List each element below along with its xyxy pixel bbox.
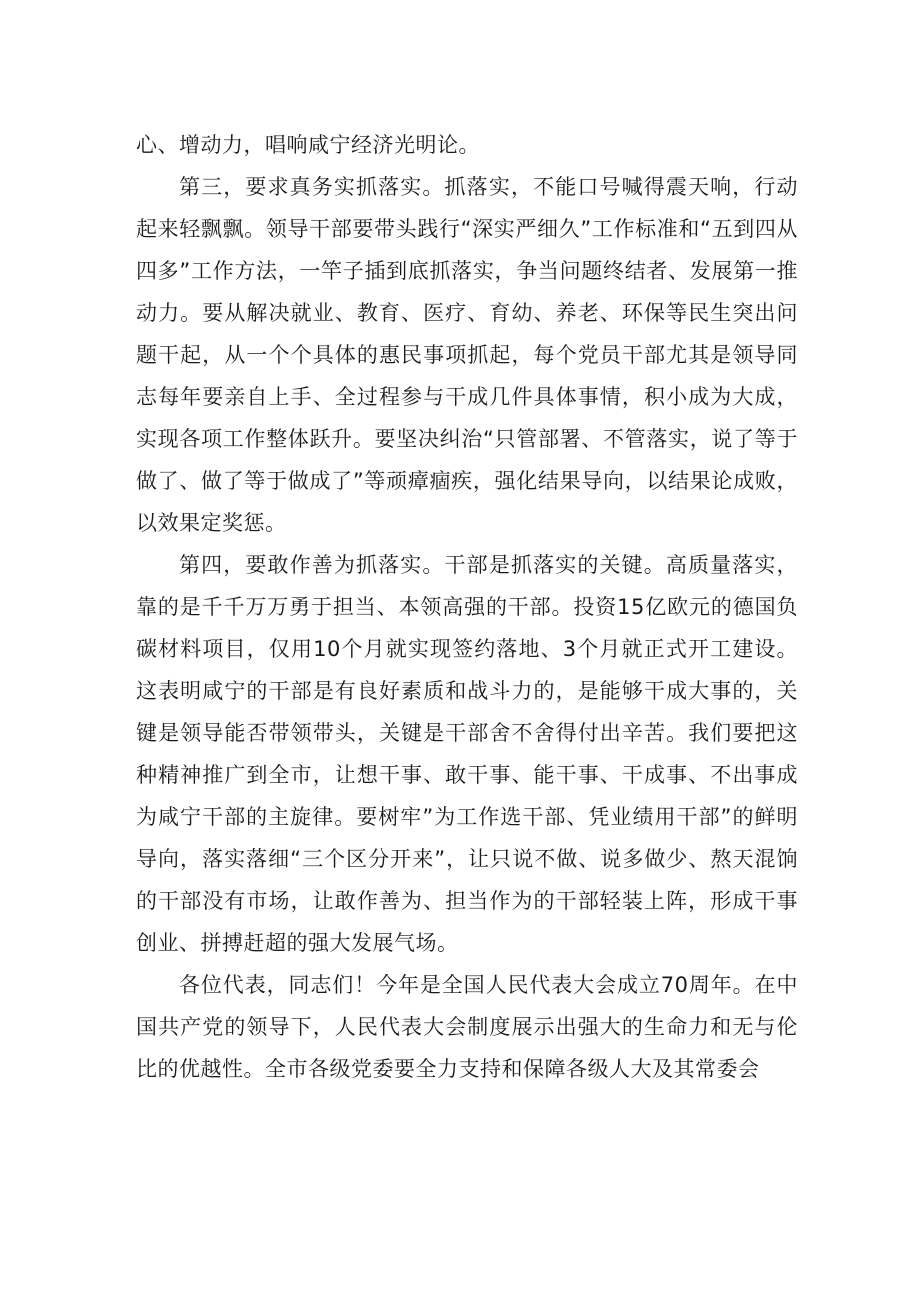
document-body: [136, 124, 798, 1090]
paragraph-continuation: 心、增动力，唱响咸宁经济光明论。: [136, 133, 480, 157]
paragraph-address-delegates: 各位代表，同志们！今年是全国人民代表大会成立70周年。在中国共产党的领导下，人民代表大会制度展示出强大的生命力和无与伦比的优越性。全市各级党委要全力支持和保障各级人大及其常委会: [136, 973, 798, 1081]
paragraph-fourth-point: 第四，要敢作善为抓落实。干部是抓落实的关键。高质量落实，靠的是千千万万勇于担当、本领高强的干部。投资15亿欧元的德国负碳材料项目，仅用10个月就实现签约落地、3个月就正式开工建设。这表明咸宁的干部是有良好素质和战斗力的，是能够干成大事的，关键是领导能否带领带头，关键是干部舍不舍得付出辛苦。我们要把这种精神推广到全市，让想干事、敢干事、能干事、干成事、不出事成为咸宁干部的主旋律。要树牢”为工作选干部、凭业绩用干部”的鲜明导向，落实落细“三个区分开来”，让只说不做、说多做少、熬天混饷的干部没有市场，让敢作善为、担当作为的干部轻装上阵，形成干事创业、拼搏赶超的强大发展气场。: [136, 553, 798, 955]
paragraph-third-point: 第三，要求真务实抓落实。抓落实，不能口号喊得震天响，行动起来轻飘飘。领导干部要带头践行“深实严细久”工作标准和“五到四从四多”工作方法，一竿子插到底抓落实，争当问题终结者、发展第一推动力。要从解决就业、教育、医疗、育幼、养老、环保等民生突出问题干起，从一个个具体的惠民事项抓起，每个党员干部尤其是领导同志每年要亲自上手、全过程参与干成几件具体事情，积小成为大成，实现各项工作整体跃升。要坚决纠治“只管部署、不管落实，说了等于做了、做了等于做成了”等顽瘴痼疾，强化结果导向，以结果论成败，以效果定奖惩。: [136, 175, 798, 535]
